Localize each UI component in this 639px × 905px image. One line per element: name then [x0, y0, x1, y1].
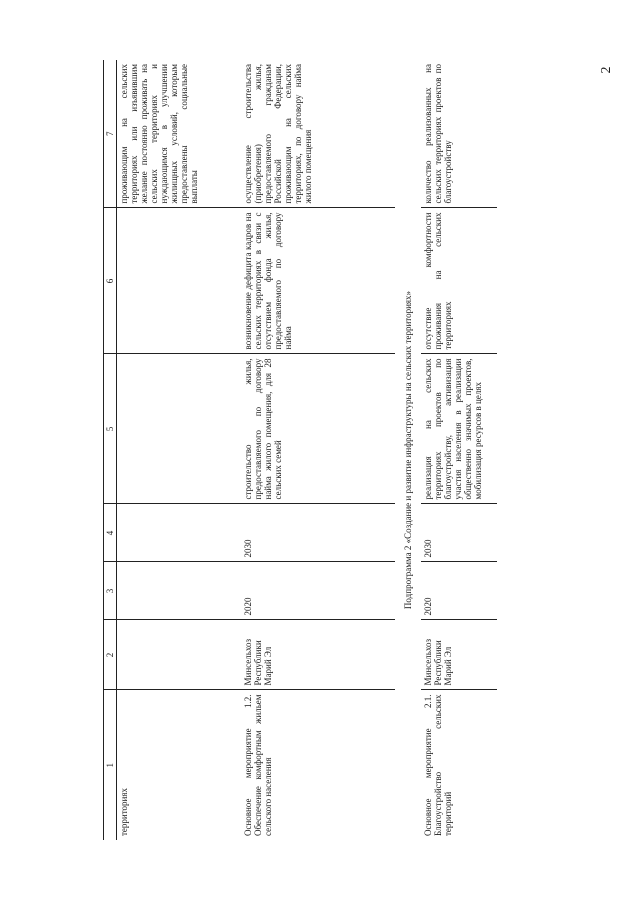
- cell-executor: [117, 620, 242, 690]
- cell-result: реализация на сельских территориях проектов по благоустройству, активизация участия населения в реализации общественно значимых проектов, мобилизация ресурсов в целях: [421, 354, 497, 504]
- cell-consequence: отсутствие комфортности проживания на сельских территориях: [421, 208, 497, 354]
- subprogram-title: Подпрограмма 2 «Создание и развитие инфраструктуры на сельских территориях»: [403, 290, 413, 610]
- cell-end-year: 2030: [241, 504, 395, 562]
- column-header-5: 5: [104, 354, 117, 504]
- column-header-6: 6: [104, 208, 117, 354]
- cell-end-year: [117, 504, 242, 562]
- cell-consequence: [117, 208, 242, 354]
- column-header-7: 7: [104, 60, 117, 208]
- rotated-table-container: [103, 55, 639, 840]
- cell-indicator: проживающим на сельских территориях или изъявившим желание постоянно проживать на сельских территориях и нуждающимся в улучшении жилищных условий, которым предоставлены социальные выплаты: [117, 60, 242, 208]
- column-header-2: 2: [104, 620, 117, 690]
- page-number: 2: [599, 66, 614, 74]
- cell-end-year: 2030: [421, 504, 497, 562]
- cell-activity: Основное мероприятие 1.2. Обеспечение комфортным жильем сельского населения: [243, 694, 273, 836]
- column-header-1: 1: [104, 690, 117, 840]
- table-row: [421, 60, 497, 840]
- cell-start-year: 2020: [421, 562, 497, 620]
- table-header-row: [104, 60, 117, 840]
- cell-start-year: [117, 562, 242, 620]
- column-header-3: 3: [104, 562, 117, 620]
- cell-activity: территориях: [119, 787, 129, 836]
- column-header-4: 4: [104, 504, 117, 562]
- subprogram-row: [395, 60, 421, 840]
- program-table: [103, 60, 497, 840]
- cell-indicator: осуществление строительства (приобретения) жилья, предоставляемого гражданам Российской Федерации, проживающим на сельских территориях, по договору найма жилого помещения: [241, 60, 395, 208]
- cell-executor: Минсельхоз Республики Марий Эл: [421, 620, 497, 690]
- table-row: [241, 60, 395, 840]
- cell-start-year: 2020: [241, 562, 395, 620]
- table-row: [117, 60, 242, 840]
- cell-consequence: возникновение дефицита кадров на сельских территориях в связи с отсутствием фонда жилья, предоставляемого по договору найма: [241, 208, 395, 354]
- cell-activity: Основное мероприятие 2.1. Благоустройство сельских территорий: [423, 694, 453, 836]
- cell-executor: Минсельхоз Республики Марий Эл: [241, 620, 395, 690]
- cell-result: [117, 354, 242, 504]
- cell-result: строительство жилья, предоставляемого по договору найма жилого помещения, для 28 сельских семей: [241, 354, 395, 504]
- cell-indicator: количество реализованных на сельских территориях проектов по благоустройству: [421, 60, 497, 208]
